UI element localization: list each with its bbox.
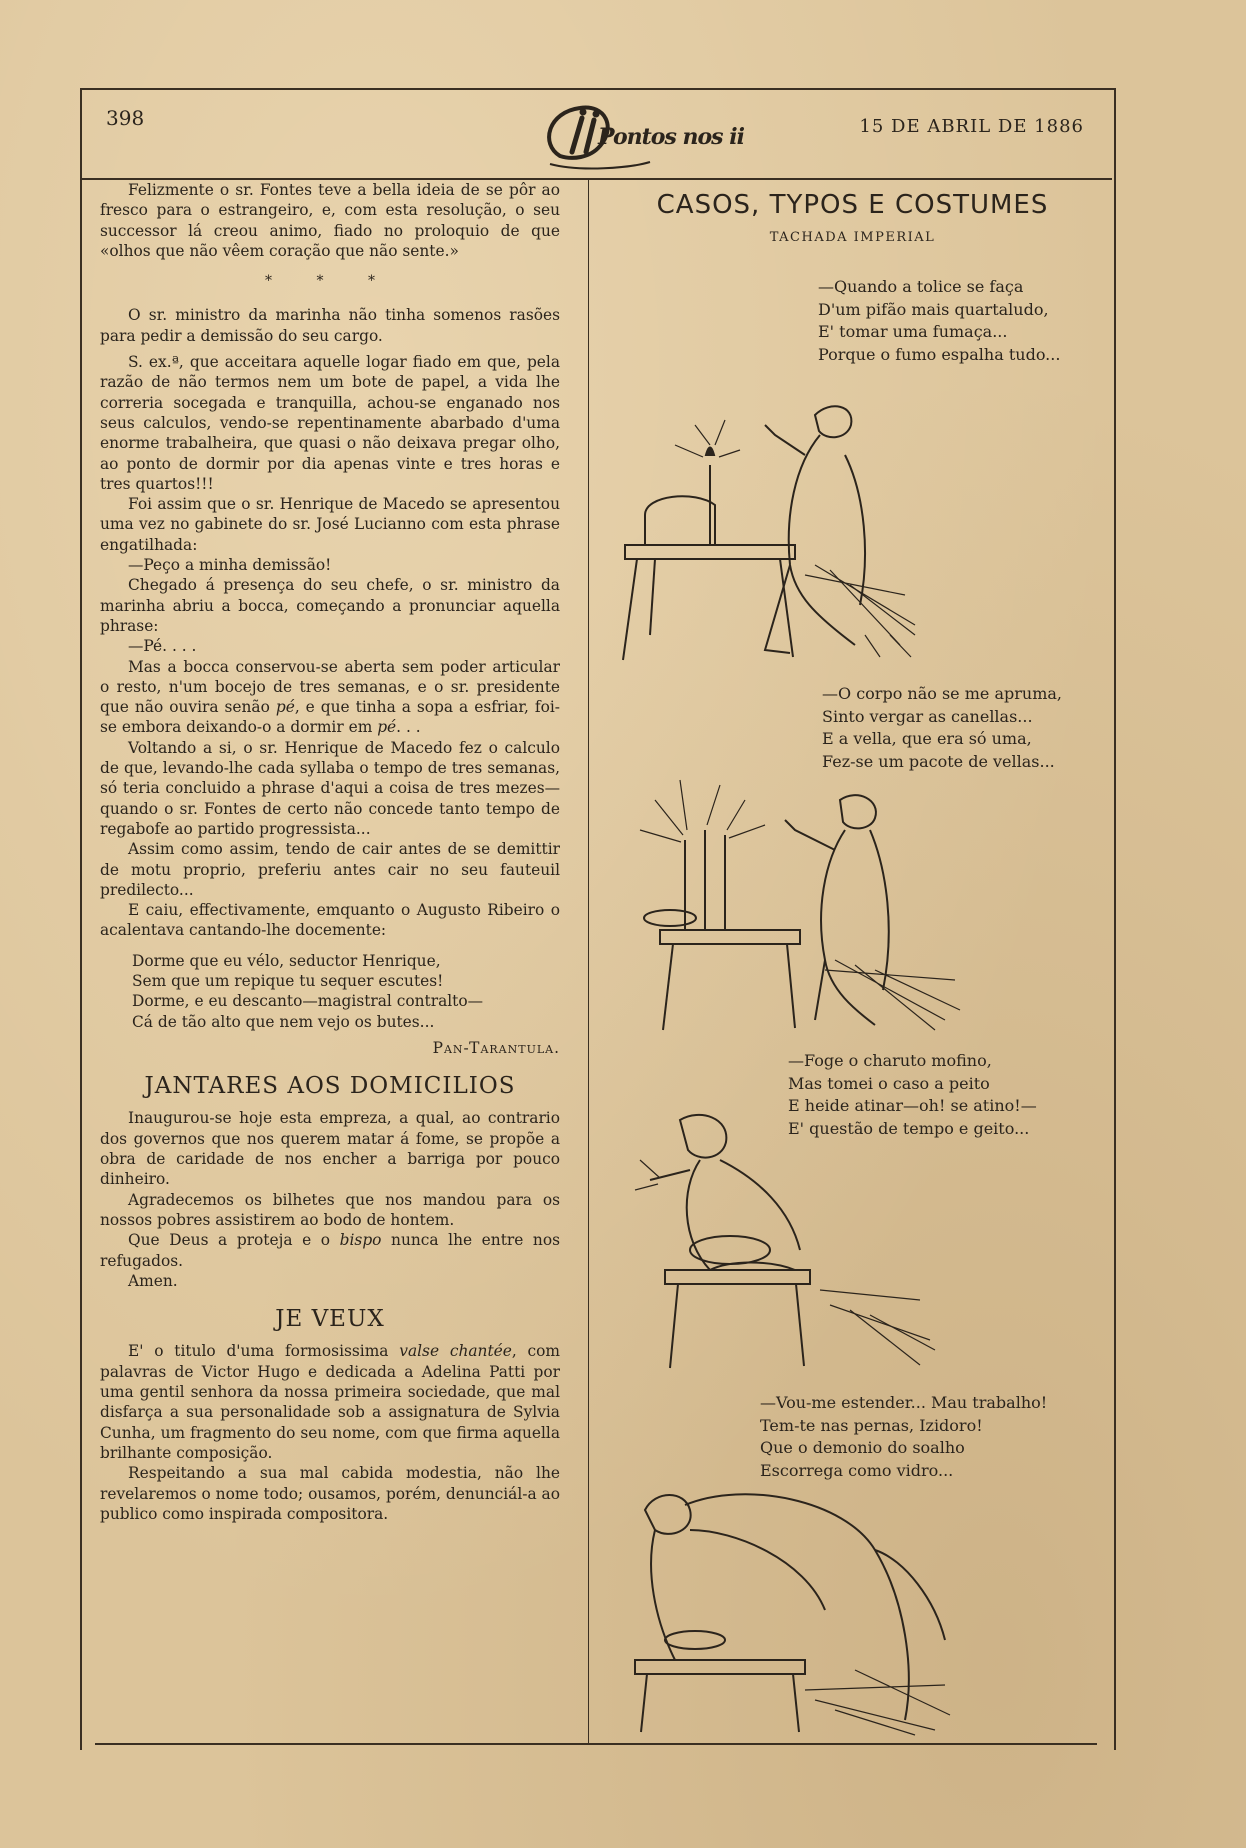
illustration-man-lighting-candle (615, 395, 945, 670)
section-title: CASOS, TYPOS E COSTUMES (656, 190, 1049, 220)
illustration-man-falling (615, 1470, 960, 1740)
stanza-line: D'um pifão mais quartaludo, (818, 299, 1049, 319)
stanza-line: E' tomar uma fumaça... (818, 322, 1008, 341)
paragraph: Chegado á presença do seu chefe, o sr. ministro da marinha abriu a bocca, começando a pronunciar aquella phrase: (100, 576, 560, 635)
section-heading-jantares: JANTARES AOS DOMICILIOS (144, 1073, 516, 1100)
poem-verse (132, 951, 560, 1032)
paragraph: Respeitando a sua mal cabida modestia, não lhe revelaremos o nome todo; ousamos, porém, denunciál-a ao publico como inspirada compositora. (100, 1464, 560, 1523)
stanza-line: —Quando a tolice se faça (818, 277, 1024, 296)
paragraph: Foi assim que o sr. Henrique de Macedo se apresentou uma vez no gabinete do sr. José Lucianno com esta phrase engatilhada: (100, 495, 560, 554)
verse-line: Dorme, e eu descanto—magistral contralto— (132, 992, 484, 1011)
stanza-line: —O corpo não se me apruma, (822, 684, 1062, 703)
right-column (605, 190, 1100, 245)
paragraph: Assim como assim, tendo de cair antes de se demittir de motu proprio, preferiu antes cair no seu fauteuil predilecto... (100, 840, 560, 899)
stanza-2 (822, 683, 1062, 773)
paragraph: Amen. (128, 1271, 178, 1290)
masthead-logo (520, 94, 760, 174)
stanza-1 (818, 276, 1060, 366)
footer-rule (95, 1743, 1097, 1745)
stanza-line: Que o demonio do soalho (760, 1438, 965, 1457)
verse-line: Sem que um repique tu sequer escutes! (132, 971, 444, 990)
stanza-line: —Vou-me estender... Mau trabalho! (760, 1393, 1048, 1412)
verse-line: Dorme que eu vélo, seductor Henrique, (132, 951, 441, 970)
masthead-text: Pontos nos ii (598, 124, 744, 150)
stanza-line: Porque o fumo espalha tudo... (818, 344, 1061, 364)
paragraph: —Peço a minha demissão! (128, 556, 332, 575)
stanza-line: E heide atinar—oh! se atino!— (788, 1096, 1037, 1115)
paragraph: Que Deus a proteja e o bispo nunca lhe entre nos refugados. (100, 1231, 560, 1270)
illustration-man-chasing-cigar (620, 1110, 940, 1375)
paragraph: —Pé. . . . (128, 637, 197, 656)
stanza-4 (760, 1392, 1047, 1482)
stanza-line: Sinto vergar as canellas... (822, 706, 1033, 726)
section-heading-je-veux: JE VEUX (275, 1306, 385, 1333)
paragraph: Voltando a si, o sr. Henrique de Macedo fez o calculo de que, levando-lhe cada syllaba o tempo de tres semanas, só teria concluido a phrase d'aqui a coisa de tres mezes—quando o sr. Fontes de certo não concede tanto tempo de regabofe ao partido progressista... (100, 738, 560, 838)
author-signature: Pan-Tarantula. (432, 1038, 560, 1057)
section-subtitle: TACHADA IMPERIAL (769, 230, 936, 245)
stanza-line: E a vella, que era só uma, (822, 729, 1032, 748)
verse-line: Cá de tão alto que nem vejo os butes... (132, 1012, 435, 1031)
issue-date: 15 DE ABRIL DE 1886 (859, 116, 1084, 137)
paragraph: S. ex.ª, que acceitara aquelle logar fiado em que, pela razão de não termos nem um bote de papel, a vida lhe correria socegada e tranquilla, achou-se enganado nos seus calculos, vendo-se repentinamente abarbado d'uma enorme trabalheira, que quasi o não deixava pregar olho, ao ponto de dormir por dia apenas vinte e tres horas e tres quartos!!! (100, 353, 560, 493)
paragraph: E caiu, effectivamente, emquanto o Augusto Ribeiro o acalentava cantando-lhe docemente: (100, 901, 560, 940)
section-separator: * * * (265, 273, 395, 290)
stanza-line: E' questão de tempo e geito... (788, 1118, 1030, 1138)
stanza-line: Fez-se um pacote de vellas... (822, 751, 1055, 771)
paragraph: Inaugurou-se hoje esta empreza, a qual, ao contrario dos governos que nos querem matar á fome, se propõe a obra de caridade de nos encher a barriga por pouco dinheiro. (100, 1109, 560, 1189)
stanza-line: Escorrega como vidro... (760, 1460, 954, 1480)
left-column (100, 180, 560, 1524)
paragraph: E' o titulo d'uma formosissima valse chantée, com palavras de Victor Hugo e dedicada a Adelina Patti por uma gentil senhora da nossa primeira sociedade, que mal disfarça a sua personalidade sob a assignatura de Sylvia Cunha, um fragmento do seu nome, com que firma aquella brilhante composição. (100, 1342, 561, 1462)
paragraph: Felizmente o sr. Fontes teve a bella ideia de se pôr ao fresco para o estrangeiro, e, com esta resolução, o seu successor lá creou animo, fiado no proloquio de que «olhos que não vêem coração que não sente.» (100, 181, 560, 260)
column-divider (588, 180, 589, 1745)
stanza-line: Tem-te nas pernas, Izidoro! (760, 1415, 983, 1435)
illustration-man-many-candles (625, 770, 965, 1040)
paragraph: Agradecemos os bilhetes que nos mandou para os nossos pobres assistirem ao bodo de hontem. (100, 1190, 560, 1229)
stanza-line: —Foge o charuto mofino, (788, 1051, 992, 1070)
paragraph: O sr. ministro da marinha não tinha somenos rasões para pedir a demissão do seu cargo. (100, 306, 560, 345)
stanza-line: Mas tomei o caso a peito (788, 1073, 990, 1093)
page-header (80, 92, 1112, 180)
paragraph: Mas a bocca conservou-se aberta sem poder articular o resto, n'um bocejo de tres semanas, e o sr. presidente que não ouvira senão pé, e que tinha a sopa a esfriar, foi-se embora deixando-o a dormir em pé. . . (100, 657, 560, 737)
page-number: 398 (106, 106, 145, 130)
